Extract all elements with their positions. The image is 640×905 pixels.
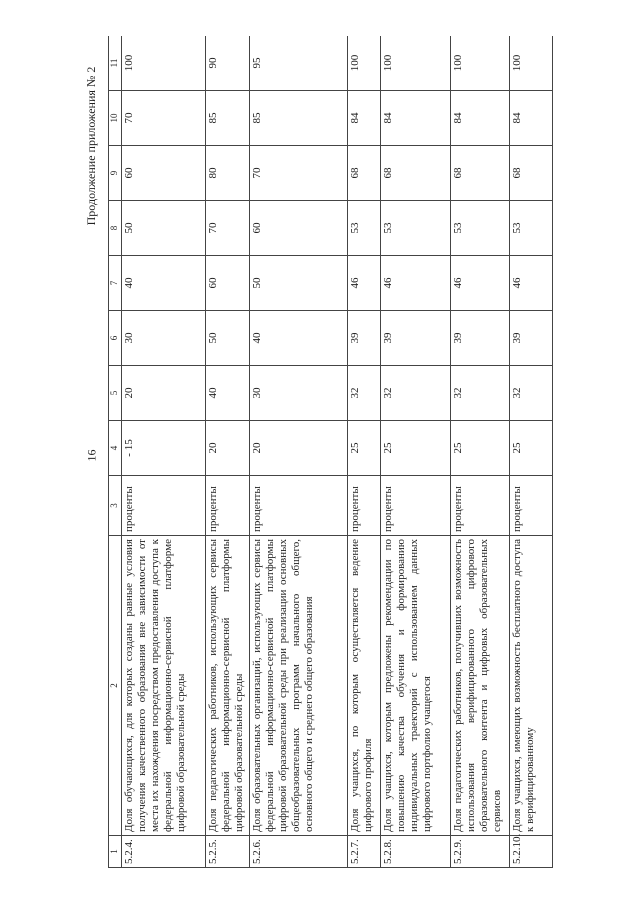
row-description: Доля обучающихся, для которых созданы равные условия получения качественного образования вне зависимости от места их нахождения посредством предоставления доступа к федеральной информационно-сервисной платформе цифровой образовательной среды	[122, 536, 206, 836]
row-value: 25	[381, 421, 451, 476]
col-header: 9	[109, 146, 122, 201]
row-value: 50	[206, 311, 250, 366]
row-value: 68	[510, 146, 553, 201]
col-header: 4	[109, 421, 122, 476]
row-code: 5.2.10.	[510, 836, 553, 868]
row-value: 60	[250, 201, 348, 256]
table-row	[381, 36, 451, 868]
col-header: 11	[109, 36, 122, 91]
row-value: 60	[206, 256, 250, 311]
table-row	[510, 36, 553, 868]
row-description: Доля учащихся, имеющих возможность бесплатного доступа к верифицированному	[510, 536, 553, 836]
rotated-table-area	[108, 36, 580, 868]
row-description: Доля педагогических работников, использующих сервисы федеральной информационно-сервисной платформы цифровой образовательной среды	[206, 536, 250, 836]
row-value: 25	[510, 421, 553, 476]
row-value: 85	[250, 91, 348, 146]
indicators-table	[108, 36, 553, 868]
row-value: 70	[206, 201, 250, 256]
row-value: 68	[348, 146, 381, 201]
row-value: 39	[451, 311, 510, 366]
table-row	[348, 36, 381, 868]
row-value: 100	[510, 36, 553, 91]
row-value: 46	[348, 256, 381, 311]
row-value: 90	[206, 36, 250, 91]
col-header: 2	[109, 536, 122, 836]
row-value: 50	[250, 256, 348, 311]
col-header: 1	[109, 836, 122, 868]
row-value: 84	[510, 91, 553, 146]
row-value: 20	[122, 366, 206, 421]
row-value: 80	[206, 146, 250, 201]
row-value: 53	[510, 201, 553, 256]
row-code: 5.2.8.	[381, 836, 451, 868]
row-value: 68	[381, 146, 451, 201]
row-value: 100	[381, 36, 451, 91]
row-code: 5.2.5.	[206, 836, 250, 868]
row-description: Доля педагогических работников, получивших возможность использования верифицированного цифрового образовательного контента и цифровых образовательных сервисов	[451, 536, 510, 836]
row-value: - 15	[122, 421, 206, 476]
row-code: 5.2.7.	[348, 836, 381, 868]
row-unit: проценты	[122, 476, 206, 536]
row-value: 32	[510, 366, 553, 421]
row-unit: проценты	[381, 476, 451, 536]
row-value: 100	[451, 36, 510, 91]
row-description: Доля учащихся, которым предложены рекомендации по повышению качества обучения и формированию индивидуальных траекторий с использованием данных цифрового портфолио учащегося	[381, 536, 451, 836]
row-value: 39	[381, 311, 451, 366]
row-value: 39	[348, 311, 381, 366]
row-value: 84	[381, 91, 451, 146]
table-row	[451, 36, 510, 868]
row-value: 32	[451, 366, 510, 421]
row-unit: проценты	[206, 476, 250, 536]
row-code: 5.2.9.	[451, 836, 510, 868]
row-value: 20	[206, 421, 250, 476]
row-value: 53	[381, 201, 451, 256]
row-value: 40	[206, 366, 250, 421]
row-value: 100	[348, 36, 381, 91]
row-unit: проценты	[451, 476, 510, 536]
col-header: 10	[109, 91, 122, 146]
row-unit: проценты	[250, 476, 348, 536]
col-header: 8	[109, 201, 122, 256]
row-value: 46	[451, 256, 510, 311]
row-value: 20	[250, 421, 348, 476]
row-value: 46	[381, 256, 451, 311]
row-value: 32	[348, 366, 381, 421]
row-value: 70	[250, 146, 348, 201]
row-value: 25	[348, 421, 381, 476]
row-value: 68	[451, 146, 510, 201]
row-unit: проценты	[348, 476, 381, 536]
row-value: 50	[122, 201, 206, 256]
col-header: 7	[109, 256, 122, 311]
table-row	[206, 36, 250, 868]
row-description: Доля учащихся, по которым осуществляется ведение цифрового профиля	[348, 536, 381, 836]
row-value: 53	[348, 201, 381, 256]
row-value: 100	[122, 36, 206, 91]
row-value: 95	[250, 36, 348, 91]
row-value: 60	[122, 146, 206, 201]
page-number: 16	[84, 449, 99, 462]
row-value: 40	[250, 311, 348, 366]
row-description: Доля образовательных организаций, использующих сервисы федеральной информационно-сервисной платформы цифровой образовательной среды при реализации основных общеобразовательных программ начального общего, основного общего и среднего общего образования	[250, 536, 348, 836]
col-header: 6	[109, 311, 122, 366]
row-value: 30	[250, 366, 348, 421]
row-value: 53	[451, 201, 510, 256]
row-value: 85	[206, 91, 250, 146]
row-value: 39	[510, 311, 553, 366]
row-code: 5.2.4.	[122, 836, 206, 868]
table-row	[250, 36, 348, 868]
row-value: 30	[122, 311, 206, 366]
row-value: 84	[348, 91, 381, 146]
appendix-title: Продолжение приложения № 2	[84, 66, 98, 226]
row-value: 70	[122, 91, 206, 146]
header-row	[109, 36, 122, 868]
row-value: 46	[510, 256, 553, 311]
col-header: 5	[109, 366, 122, 421]
row-value: 40	[122, 256, 206, 311]
row-value: 32	[381, 366, 451, 421]
row-value: 84	[451, 91, 510, 146]
row-value: 25	[451, 421, 510, 476]
row-code: 5.2.6.	[250, 836, 348, 868]
col-header: 3	[109, 476, 122, 536]
row-unit: проценты	[510, 476, 553, 536]
table-row	[122, 36, 206, 868]
